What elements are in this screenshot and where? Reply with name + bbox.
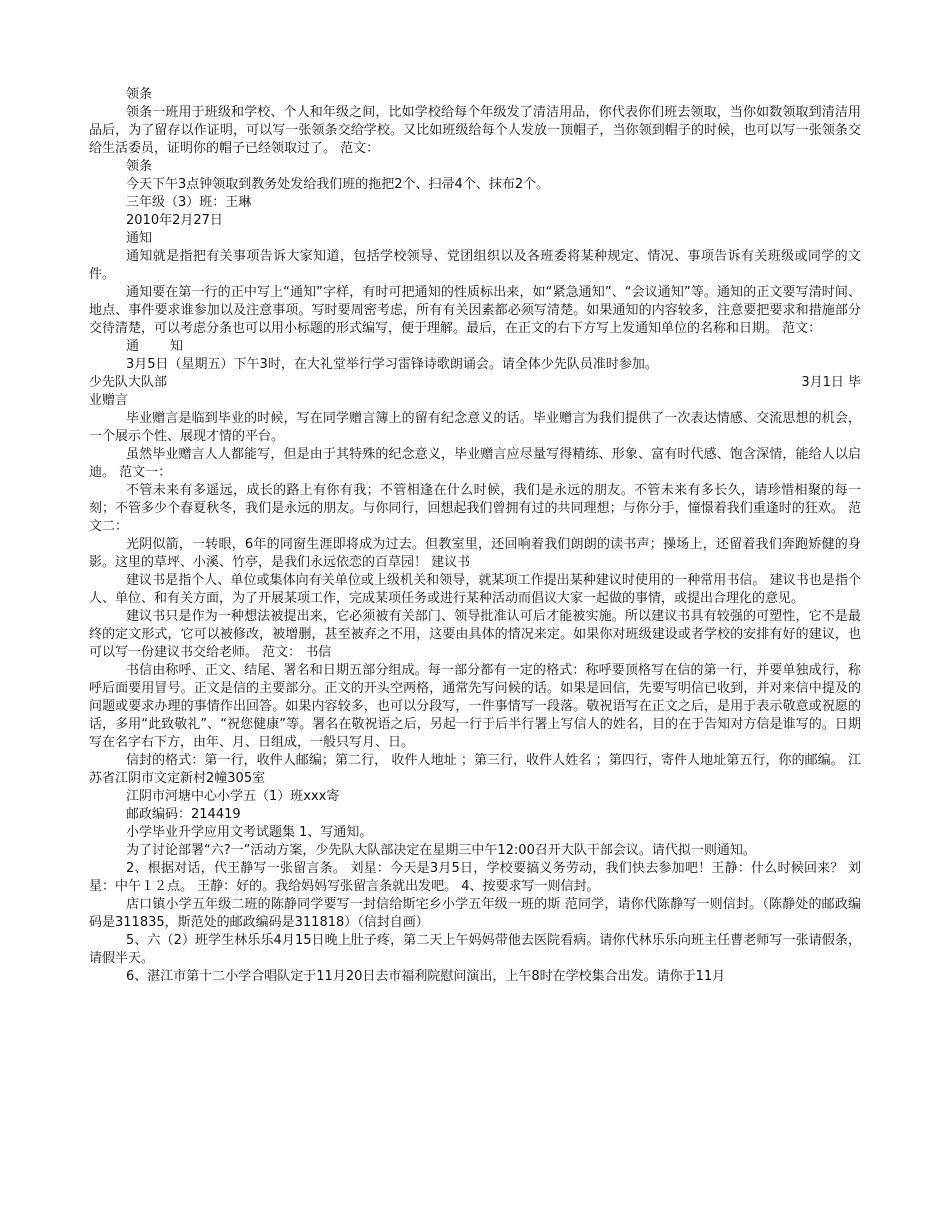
paragraph: 毕业赠言是临到毕业的时候，写在同学赠言簿上的留有纪念意义的话。毕业赠言为我们提供了一次表达情感、交流思想的机会，一个展示个性、展现才情的平台。 <box>89 411 861 444</box>
paragraph: 通知要在第一行的正中写上“通知”字样，有时可把通知的性质标出来，如“紧急通知”、“会议通知”等。通知的正文要写清时间、地点、事件要求谁参加以及注意事项。写时要周密考虑，所有有关因素都必须写清楚。如果通知的内容较多，注意要把要求和措施部分交待清楚，可以考虑分条也可以用小标题的形式编写，便于理解。最后，在正文的右下方写上发通知单位的名称和日期。 范文： <box>89 285 861 336</box>
date: 2010年2月27日 <box>126 213 223 228</box>
paragraph: 不管未来有多遥远，成长的路上有你有我；不管相逢在什么时候，我们是永远的朋友。不管未来有多长久，请珍惜相聚的每一刻；不管多少个春夏秋冬，我们是永远的朋友。与你同行，回想起我们曾拥有过的共同理想；与你分手，憧憬着我们重逢时的狂欢。 范文二： <box>89 483 861 534</box>
signature-date: 3月1日 毕 <box>801 375 861 390</box>
paragraph: 领条一班用于班级和学校、个人和年级之间，比如学校给每个年级发了清洁用品，你代表你们班去领取，当你如数领取到清洁用品后，为了留存以作证明，可以写一张领条交给学校。又比如班级给每个人发放一顶帽子，当你领到帽子的时候，也可以写一张领条交给生活委员，证明你的帽子已经领取过了。 范文： <box>89 105 861 156</box>
heading-receipt: 领条 <box>126 87 153 102</box>
document-body <box>89 86 861 986</box>
sample-notice-title <box>89 338 861 356</box>
paragraph: 虽然毕业赠言人人都能写，但是由于其特殊的纪念意义，毕业赠言应尽量写得精练、形象、富有时代感、饱含深情，能给人以启迪。 范文一： <box>89 447 861 480</box>
heading-notice: 通知 <box>126 231 153 246</box>
postal-code: 邮政编码：214419 <box>126 807 241 822</box>
signature: 三年级（3）班：王琳 <box>126 195 252 210</box>
question: 为了讨论部署“六?一”活动方案，少先队大队部决定在星期三中午12:00召开大队干部会议。请代拟一则通知。 <box>126 843 756 858</box>
paragraph: 书信由称呼、正文、结尾、署名和日期五部分组成。每一部分都有一定的格式：称呼要顶格写在信的第一行，并要单独成行，称呼后面要用冒号。正文是信的主要部分。正文的开头空两格，通常先写问候的话。如果是回信，先要写明信已收到，并对来信中提及的问题或要求办理的事情作出回答。如果内容较多，也可以分段写，一件事情写一段落。敬祝语写在正文之后，是用于表示敬意或祝愿的话，多用“此致敬礼”、“祝您健康”等。署名在敬祝语之后，另起一行于后半行署上写信人的姓名，目的在于告知对方信是谁写的。日期写在名字右下方，由年、月、日组成，一般只写月、日。 <box>89 663 861 750</box>
question: 6、湛江市第十二小学合唱队定于11月20日去市福利院慰问演出，上午8时在学校集合出发。请你于11月 <box>126 969 726 984</box>
paragraph: 信封的格式：第一行，收件人邮编；第二行， 收件人地址 ；第三行，收件人姓名 ；第四行，寄件人地址第五行，你的邮编。 江苏省江阴市文定新村2幢305室 <box>89 753 861 786</box>
paragraph: 今天下午3点钟领取到教务处发给我们班的拖把2个、扫帚4个、抹布2个。 <box>126 177 550 192</box>
paragraph: 光阴似箭，一转眼，6年的同窗生涯即将成为过去。但教室里，还回响着我们朗朗的读书声；操场上，还留着我们奔跑矫健的身影。这里的草坪、小溪、竹亭，是我们永远依恋的百草园！ 建议书 <box>89 537 861 570</box>
paragraph: 通知就是指把有关事项告诉大家知道，包括学校领导、党团组织以及各班委将某种规定、情况、事项告诉有关班级或同学的文件。 <box>89 249 861 282</box>
question: 店口镇小学五年级二班的陈静同学要写一封信给斯宅乡小学五年级一班的斯 范同学，请你代陈静写一则信封。（陈静处的邮政编码是311835，斯范处的邮政编码是311818）（信封自画） <box>89 897 861 930</box>
exam-title: 小学毕业升学应用文考试题集 1、写通知。 <box>126 825 373 840</box>
paragraph: 3月5日（星期五）下午3时，在大礼堂举行学习雷锋诗歌朗诵会。请全体少先队员准时参加。 <box>126 357 658 372</box>
question: 2、根据对话，代王静写一张留言条。 刘星：今天是3月5日，学校要搞义务劳动，我们快去参加吧！王静：什么时候回来？ 刘星：中午１２点。 王静：好的。我给妈妈写张留言条就出发吧。 4、按要求写一则信封。 <box>89 861 861 894</box>
paragraph: 建议书是指个人、单位或集体向有关单位或上级机关和领导，就某项工作提出某种建议时使用的一种常用书信。 建议书也是指个人、单位、和有关方面，为了开展某项工作，完成某项任务或进行某种活动而倡议大家一起做的事情，或提出合理化的意见。 <box>89 573 861 606</box>
heading-farewell: 业赠言 <box>89 393 129 408</box>
signature-row <box>89 374 861 392</box>
paragraph: 建议书只是作为一种想法被提出来，它必须被有关部门、领导批准认可后才能被实施。所以建议书具有较强的可塑性，它不是最终的定文形式，它可以被修改，被增删，甚至被弃之不用，这要由具体的情况来定。如果你对班级建设或者学校的安排有好的建议，也可以写一份建议书交给老师。 范文： 书信 <box>89 609 861 660</box>
signature-org: 少先队大队部 <box>89 375 168 390</box>
notice-char-1: 通 <box>126 339 140 354</box>
notice-char-2: 知 <box>170 339 184 354</box>
sender-line: 江阴市河塘中心小学五（1）班xxx寄 <box>126 789 340 804</box>
question: 5、六（2）班学生林乐乐4月15日晚上肚子疼，第二天上午妈妈带他去医院看病。请你代林乐乐向班主任曹老师写一张请假条，请假半天。 <box>89 933 861 966</box>
sample-title: 领条 <box>126 159 153 174</box>
